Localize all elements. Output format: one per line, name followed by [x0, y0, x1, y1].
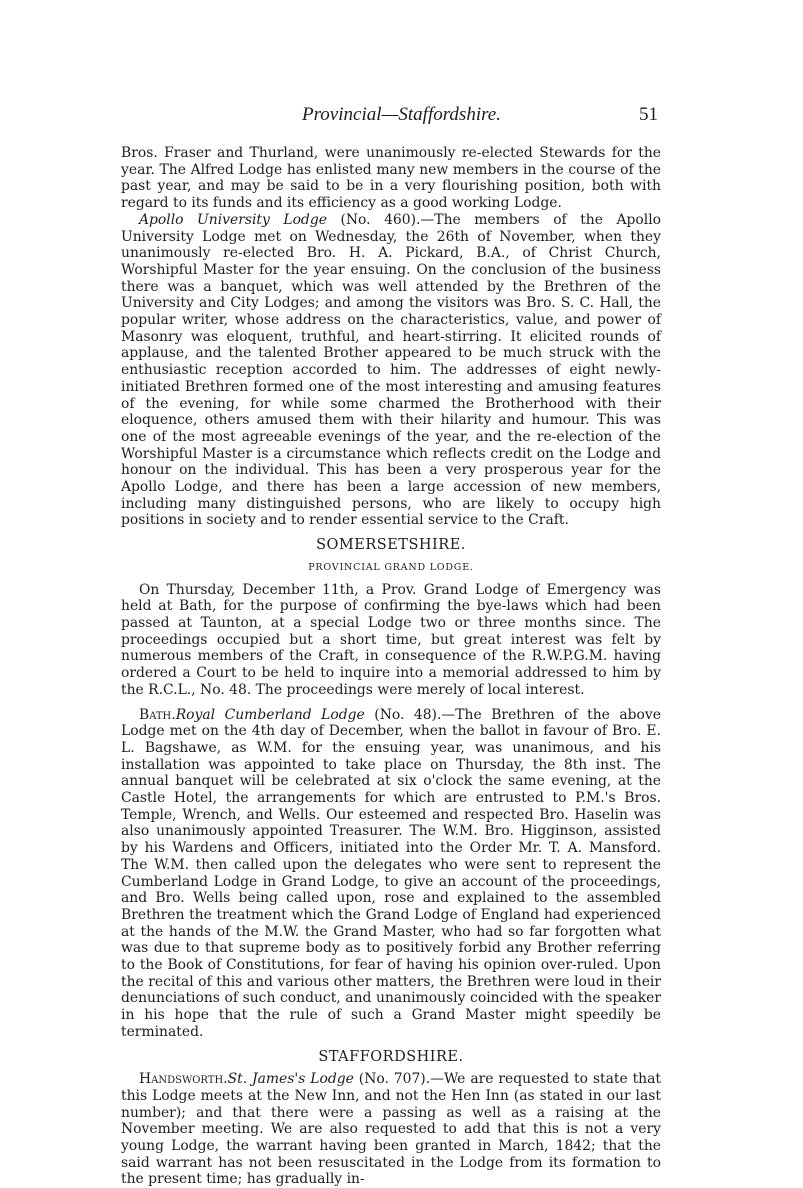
paragraph-bath: [121, 707, 661, 1041]
section-heading-staffordshire: STAFFORDSHIRE.: [318, 1048, 464, 1065]
paragraph-apollo-lodge: [121, 212, 661, 529]
paragraph-text: (No. 707).—We are requested to state that this Lodge meets at the New Inn, and not the Hen Inn (as stated in our last number); and that there were a passing as well as a raising at the November meeting. We are also requested to add that this is not a very young Lodge, the warrant having been granted in March, 1842; that the said warrant has not been resuscitated in the Lodge from its formation to the present time; has gradually in-: [121, 1071, 661, 1188]
subheading-provincial-grand-lodge: PROVINCIAL GRAND LODGE.: [308, 561, 474, 573]
paragraph-handsworth: [121, 1071, 661, 1188]
paragraph-prov-grand-lodge: On Thursday, December 11th, a Prov. Grand Lodge of Emergency was held at Bath, for the purpose of confirming the bye-laws which had been passed at Taunton, at a special Lodge two or three months since. The proceedings occupied but a short time, but great interest was felt by numerous members of the Craft, in consequence of the R.W.P.G.M. having ordered a Court to be held to inquire into a memorial addressed to him by the R.C.L., No. 48. The proceedings were merely of local interest.: [121, 581, 661, 698]
place-name: Bath.: [139, 706, 176, 723]
page-body: [121, 145, 661, 1188]
page-header: [0, 104, 803, 134]
lodge-name: Royal Cumberland Lodge: [175, 706, 365, 723]
paragraph-text: (No. 460).—The members of the Apollo University Lodge met on Wednesday, the 26th of November, when they unanimously re-elected Bro. H. A. Pickard, B.A., of Christ Church, Worshipful Master for the year ensuing. On the conclusion of the business there was a banquet, which was well attended by the Brethren of the University and City Lodges; and among the visitors was Bro. S. C. Hall, the popular writer, whose address on the characteristics, value, and power of Masonry was eloquent, truthful, and heart-stirring. It elicited rounds of applause, and the talented Brother appeared to be much struck with the enthusiastic reception accorded to him. The addresses of eight newly-initiated Brethren formed one of the most interesting and amusing features of the evening, for while some charmed the Brotherhood with their eloquence, others amused them with their hilarity and humour. This was one of the most agreeable evenings of the year, and the re-election of the Worshipful Master is a circumstance which reflects credit on the Lodge and honour on the individual. This has been a very prosperous year for the Apollo Lodge, and there has been a large accession of new members, including many distinguished persons, who are likely to occupy high positions in society and to render essential service to the Craft.: [121, 211, 661, 529]
page-number: 51: [639, 104, 658, 125]
running-head: Provincial—Staffordshire.: [302, 104, 501, 125]
lodge-name: Apollo University Lodge: [139, 211, 327, 228]
paragraph-text: (No. 48).—The Brethren of the above Lodge met on the 4th day of December, when the ballot in favour of Bro. E. L. Bagshawe, as W.M. for the ensuing year, was unanimous, and his installation was appointed to take place on Thursday, the 8th inst. The annual banquet will be celebrated at six o'clock the same evening, at the Castle Hotel, the arrangements for which are entrusted to P.M.'s Bros. Temple, Wrench, and Wells. Our esteemed and respected Bro. Haselin was also unanimously appointed Treasurer. The W.M. Bro. Higginson, assisted by his Wardens and Officers, initiated into the Order Mr. T. A. Mansford. The W.M. then called upon the delegates who were sent to represent the Cumberland Lodge in Grand Lodge, to give an account of the proceedings, and Bro. Wells being called upon, rose and explained to the assembled Brethren the treatment which the Grand Lodge of England had experienced at the hands of the M.W. the Grand Master, who had so far forgotten what was due to that supreme body as to positively forbid any Brother referring to the Book of Constitutions, for fear of having his opinion over-ruled. Upon the recital of this and various other matters, the Brethren were loud in their denunciations of such conduct, and unanimously coincided with the speaker in his hope that the rule of such a Grand Master might speedily be terminated.: [121, 706, 661, 1040]
lodge-name: St. James's Lodge: [227, 1071, 354, 1088]
place-name: Handsworth.: [139, 1071, 228, 1088]
section-heading-somersetshire: SOMERSETSHIRE.: [316, 537, 466, 554]
paragraph-alfred-lodge: Bros. Fraser and Thurland, were unanimously re-elected Stewards for the year. The Alfred Lodge has enlisted many new members in the course of the past year, and may be said to be in a very flourishing position, both with regard to its funds and its efficiency as a good working Lodge.: [121, 145, 661, 212]
